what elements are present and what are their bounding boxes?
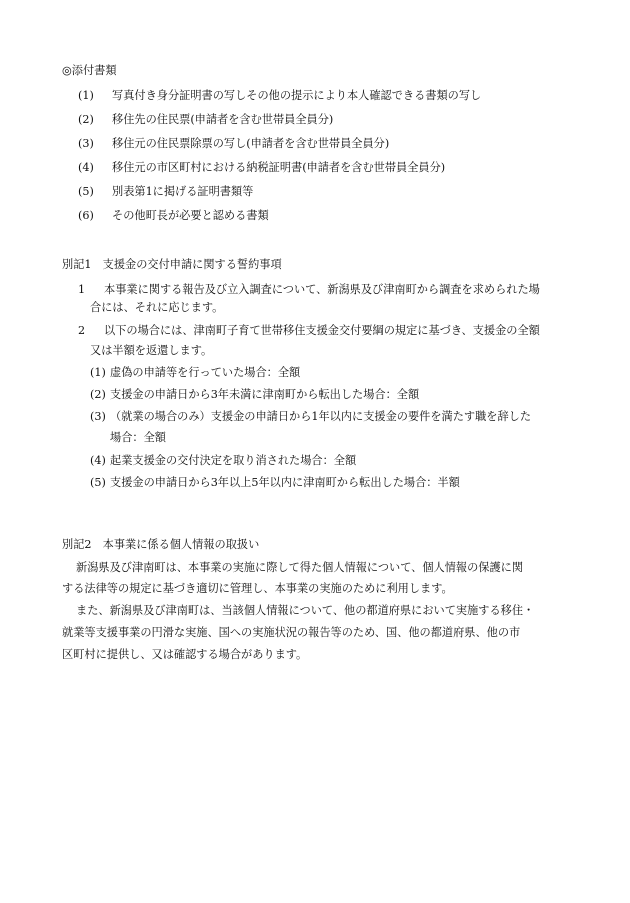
attachment-item <box>78 209 269 224</box>
appendix1-heading: 別記1 支援金の交付申請に関する誓約事項 <box>62 258 282 271</box>
attachment-item-number: (1) <box>78 89 94 102</box>
attachment-item <box>78 137 389 152</box>
attachment-item <box>78 161 445 176</box>
paragraph-text-continued: 又は半額を返還します。 <box>90 344 213 357</box>
paragraph-number: 1 <box>78 283 86 296</box>
attachment-item-number: (2) <box>78 113 94 126</box>
paragraph-number: 2 <box>78 324 86 337</box>
refund-condition-item <box>90 388 419 403</box>
appendix2-paragraph-line: 区町村に提供し、又は確認する場合があります。 <box>62 648 308 661</box>
attachment-item-text: 移住元の住民票除票の写し(申請者を含む世帯員全員分) <box>112 137 390 150</box>
refund-condition-item <box>90 410 531 425</box>
attachment-item-text: 移住先の住民票(申請者を含む世帯員全員分) <box>112 113 334 126</box>
refund-condition-number: (4) <box>90 454 106 467</box>
attachment-item-number: (4) <box>78 161 94 174</box>
attachment-item-number: (6) <box>78 209 94 222</box>
refund-condition-text-continued: 場合：全額 <box>110 431 166 444</box>
refund-condition-number: (2) <box>90 388 106 401</box>
refund-condition-number: (5) <box>90 476 106 489</box>
attachment-item-text: 写真付き身分証明書の写しその他の提示により本人確認できる書類の写し <box>112 89 482 102</box>
attachments-heading: ◎添付書類 <box>62 64 117 77</box>
attachment-item-text: 移住元の市区町村における納税証明書(申請者を含む世帯員全員分) <box>112 161 446 174</box>
refund-condition-item <box>90 366 300 381</box>
appendix2-paragraph-line: また、新潟県及び津南町は、当該個人情報について、他の都道府県において実施する移住・ <box>76 604 535 617</box>
refund-condition-text: （就業の場合のみ）支援金の申請日から1年以内に支援金の要件を満たす職を辞した <box>110 410 532 423</box>
attachment-item <box>78 89 481 104</box>
appendix2-paragraph-line: する法律等の規定に基づき適切に管理し、本事業の実施のために利用します。 <box>62 582 453 595</box>
attachment-item <box>78 185 253 200</box>
attachment-item-number: (3) <box>78 137 94 150</box>
paragraph-text-continued: 合には、それに応じます。 <box>90 301 224 314</box>
refund-condition-item <box>90 454 356 469</box>
appendix1-paragraph-2 <box>78 324 540 339</box>
appendix2-heading: 別記2 本事業に係る個人情報の取扱い <box>62 538 260 551</box>
attachment-item-number: (5) <box>78 185 94 198</box>
refund-condition-number: (3) <box>90 410 106 423</box>
refund-condition-number: (1) <box>90 366 106 379</box>
refund-condition-text: 支援金の申請日から3年未満に津南町から転出した場合：全額 <box>110 388 420 401</box>
refund-condition-item <box>90 476 460 491</box>
paragraph-text: 本事業に関する報告及び立入調査について、新潟県及び津南町から調査を求められた場 <box>104 283 540 296</box>
appendix2-paragraph-line: 新潟県及び津南町は、本事業の実施に際して得た個人情報について、個人情報の保護に関 <box>76 561 524 574</box>
attachment-item <box>78 113 333 128</box>
refund-condition-text: 起業支援金の交付決定を取り消された場合：全額 <box>110 454 357 467</box>
paragraph-text: 以下の場合には、津南町子育て世帯移住支援金交付要綱の規定に基づき、支援金の全額 <box>104 324 540 337</box>
appendix2-paragraph-line: 就業等支援事業の円滑な実施、国への実施状況の報告等のため、国、他の都道府県、他の市 <box>62 626 521 639</box>
appendix1-paragraph-1 <box>78 283 540 298</box>
attachment-item-text: その他町長が必要と認める書類 <box>112 209 269 222</box>
attachment-item-text: 別表第1に掲げる証明書類等 <box>112 185 254 198</box>
refund-condition-text: 虚偽の申請等を行っていた場合：全額 <box>110 366 301 379</box>
refund-condition-text: 支援金の申請日から3年以上5年以内に津南町から転出した場合：半額 <box>110 476 460 489</box>
